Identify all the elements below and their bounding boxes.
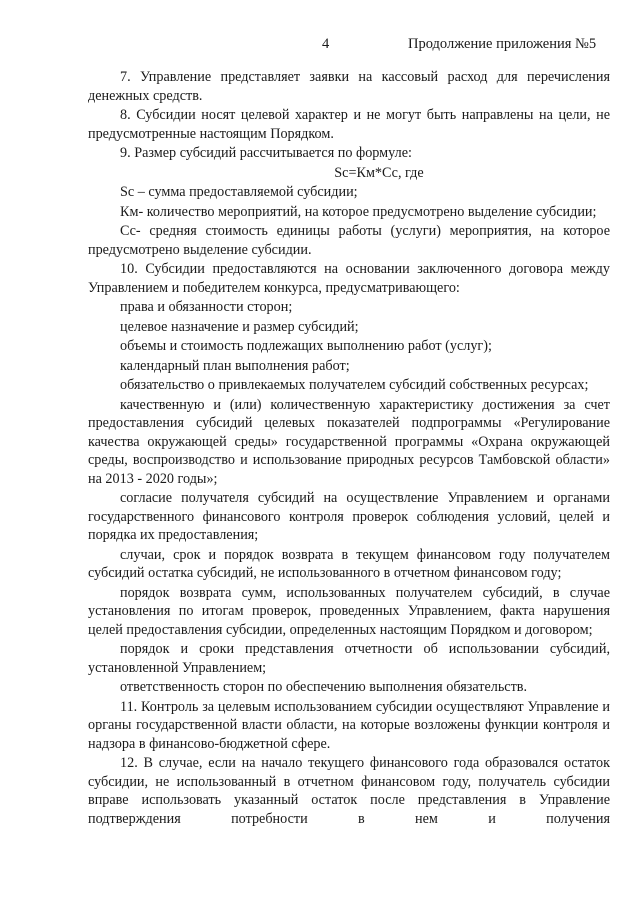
- definition-c: Сс- средняя стоимость единицы работы (услуги) мероприятия, на которое предусмотрено выделение субсидии.: [88, 223, 610, 258]
- list-item: календарный план выполнения работ;: [120, 357, 350, 374]
- list-item: порядок и сроки представления отчетности об использовании субсидий, установленной Управлением;: [88, 641, 610, 676]
- list-item: согласие получателя субсидий на осуществление Управлением и органами государственного финансового контроля проверок соблюдения условий, целей и порядка их предоставления;: [88, 490, 610, 543]
- paragraph-7: 7. Управление представляет заявки на кассовый расход для перечисления денежных средств.: [88, 69, 610, 104]
- definition-k: Км- количество мероприятий, на которое предусмотрено выделение субсидии;: [120, 203, 597, 220]
- list-item: порядок возврата сумм, использованных получателем субсидий, в случае установления по итогам проверок, проведенных Управлением, факта нарушения целей предоставления субсидии, определенных настоящим Порядком и договором;: [88, 584, 610, 638]
- list-item: объемы и стоимость подлежащих выполнению работ (услуг);: [120, 338, 492, 354]
- definition-s: Sс – сумма предоставляемой субсидии;: [120, 184, 358, 200]
- list-item: права и обязанности сторон;: [120, 299, 293, 315]
- subsidy-formula: Sс=Км*Сс, где: [334, 164, 424, 181]
- paragraph-11: 11. Контроль за целевым использованием субсидии осуществляют Управление и органы государственной власти области, на которые возложены функции контроля и надзора в финансово-бюджетной сфере.: [88, 698, 610, 752]
- paragraph-8: 8. Субсидии носят целевой характер и не могут быть направлены на цели, не предусмотренные настоящим Порядком.: [88, 107, 610, 142]
- document-body: [88, 68, 610, 829]
- page-number: 4: [322, 36, 330, 52]
- paragraph-10: 10. Субсидии предоставляются на основании заключенного договора между Управлением и победителем конкурса, предусматривающего:: [88, 261, 610, 296]
- list-item: качественную и (или) количественную характеристику достижения за счет предоставления субсидий целевых показателей подпрограммы «Регулирование качества окружающей среды» государственной программы «Охрана окружающей среды, воспроизводство и использование природных ресурсов Тамбовской области» на 2013 - 2020 годы»;: [88, 396, 610, 487]
- list-item: случаи, срок и порядок возврата в текущем финансовом году получателем субсидий остатка субсидий, не использованного в отчетном финансовом году;: [88, 546, 610, 581]
- list-item: ответственность сторон по обеспечению выполнения обязательств.: [120, 679, 528, 695]
- paragraph-12: 12. В случае, если на начало текущего финансового года образовался остаток субсидии, не использованный в отчетном финансовом году, получатель субсидии вправе использовать указанный остаток после представления в Управление подтверждения потребности в нем и получения: [88, 755, 610, 827]
- list-item: целевое назначение и размер субсидий;: [120, 318, 359, 335]
- appendix-title: Продолжение приложения №5: [408, 36, 597, 52]
- paragraph-9: 9. Размер субсидий рассчитывается по формуле:: [120, 145, 412, 161]
- list-item: обязательство о привлекаемых получателем субсидий собственных ресурсах;: [120, 377, 589, 393]
